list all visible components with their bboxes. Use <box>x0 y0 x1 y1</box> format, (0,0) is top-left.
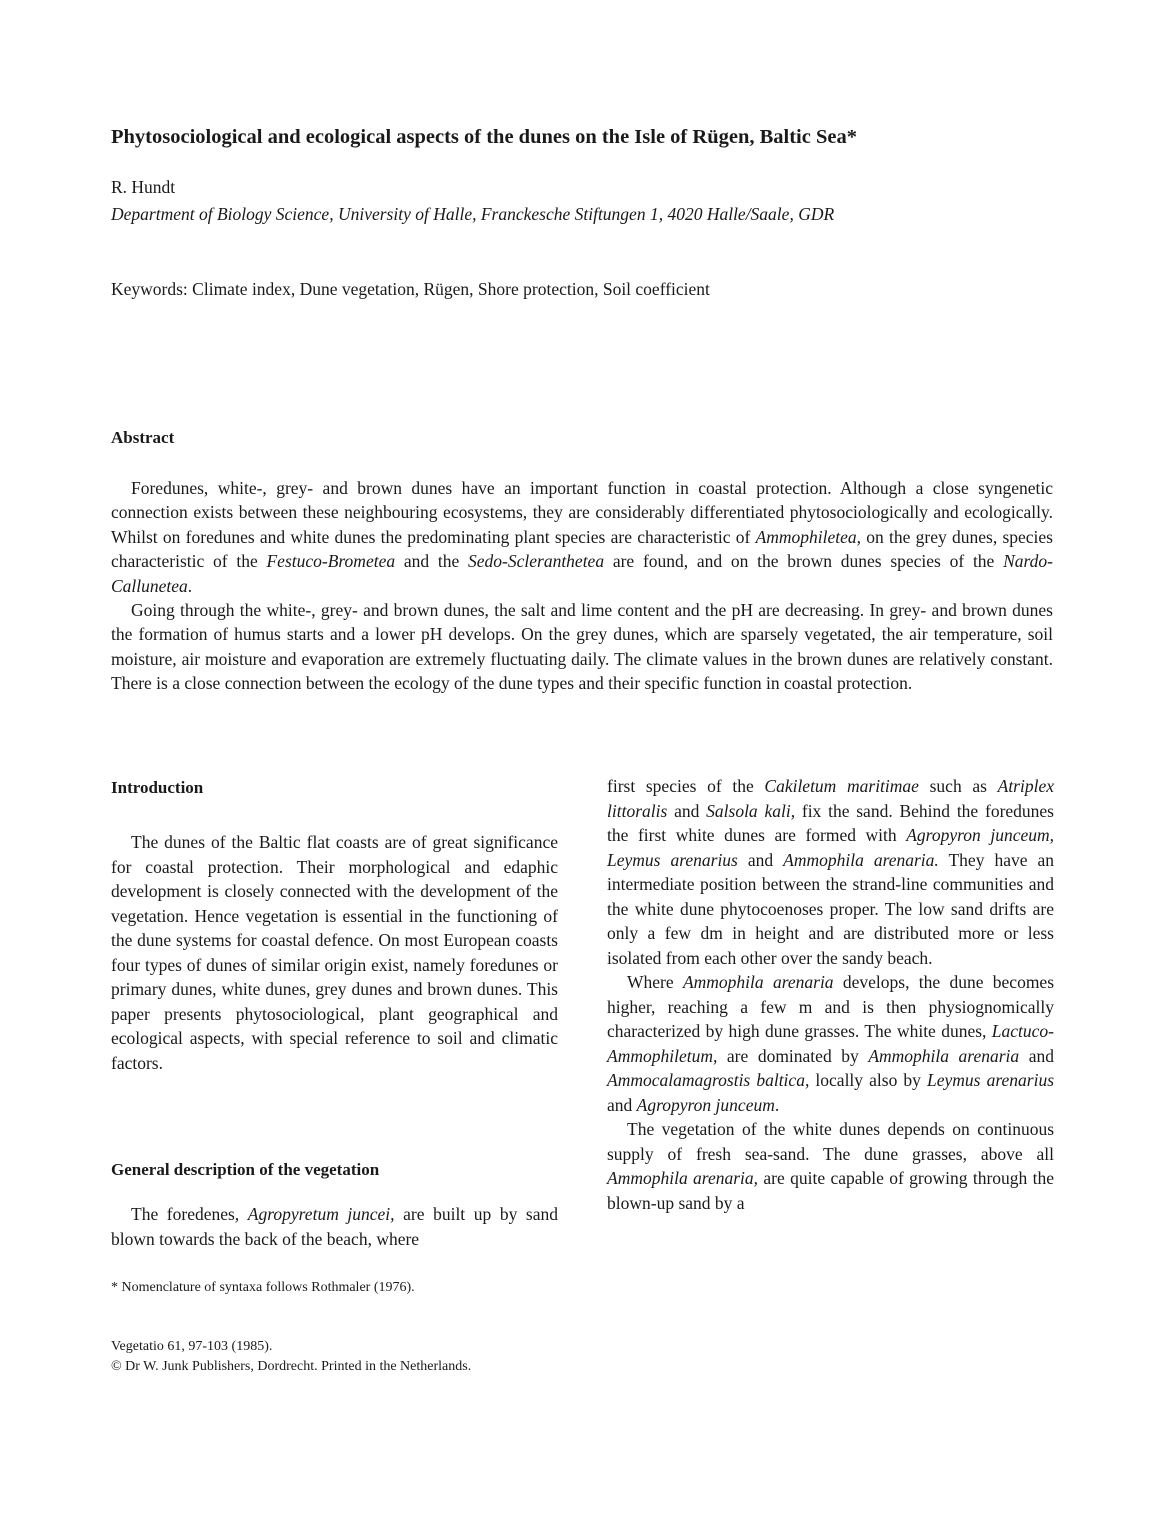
right-paragraph-1: first species of the Cakiletum maritimae such as Atriplex littoralis and Salsola kali, fix the sand. Behind the foredunes the first white dunes are formed with Agropyron junceum, Leymus arenarius and Ammophila arenaria. They have an intermediate position between the strand-line communities and the white dune phytocoenoses proper. The low sand drifts are only a few dm in height and are distributed more or less isolated from each other over the sandy beach. <box>607 776 1054 968</box>
introduction-body <box>111 830 558 1075</box>
right-paragraph-3: The vegetation of the white dunes depends on continuous supply of fresh sea-sand. The dune grasses, above all Ammophila arenaria, are quite capable of growing through the blown-up sand by a <box>607 1119 1055 1213</box>
citation-line-1: Vegetatio 61, 97-103 (1985). <box>111 1339 273 1354</box>
citation-line-2: © Dr W. Junk Publishers, Dordrecht. Printed in the Netherlands. <box>111 1359 472 1374</box>
general-paragraph-1: The foredenes, Agropyretum juncei, are built up by sand blown towards the back of the beach, where <box>111 1204 558 1249</box>
footnote-rule <box>111 1268 251 1269</box>
abstract-paragraph-1: Foredunes, white-, grey- and brown dunes have an important function in coastal protection. Although a close syngenetic connection exists between these neighbouring ecosystems, they are considerably differentiated phytosociologically and ecologically. Whilst on foredunes and white dunes the predominating plant species are characteristic of Ammophiletea, on the grey dunes, species characteristic of the Festuco-Brometea and the Sedo-Scleranthetea are found, and on the brown dunes species of the Nardo-Callunetea. <box>111 478 1053 596</box>
abstract-body <box>111 476 1053 696</box>
author-name: R. Hundt <box>111 177 176 197</box>
introduction-paragraph: The dunes of the Baltic flat coasts are of great significance for coastal protection. Their morphological and edaphic development is closely connected with the development of the vegetation. Hence vegetation is essential in the functioning of the dune systems for coastal defence. On most European coasts four types of dunes of similar origin exist, namely foredunes or primary dunes, white dunes, grey dunes and brown dunes. This paper presents phytosociological, plant geographical and ecological aspects, with special reference to soil and climatic factors. <box>111 832 558 1073</box>
abstract-paragraph-2: Going through the white-, grey- and brown dunes, the salt and lime content and the pH are decreasing. In grey- and brown dunes the formation of humus starts and a lower pH develops. On the grey dunes, which are sparsely vegetated, the air temperature, soil moisture, air moisture and evaporation are extremely fluctuating daily. The climate values in the brown dunes are relatively constant. There is a close connection between the ecology of the dune types and their specific function in coastal protection. <box>111 600 1053 694</box>
footnote: * Nomenclature of syntaxa follows Rothmaler (1976). <box>111 1280 415 1295</box>
author-affiliation: Department of Biology Science, University of Halle, Franckesche Stiftungen 1, 4020 Halle/Saale, GDR <box>111 204 835 224</box>
right-column-body <box>607 774 1054 1215</box>
right-paragraph-2: Where Ammophila arenaria develops, the dune becomes higher, reaching a few m and is then physiognomically characterized by high dune grasses. The white dunes, Lactuco-Ammophiletum, are dominated by Ammophila arenaria and Ammocalamagrostis baltica, locally also by Leymus arenarius and Agropyron junceum. <box>607 972 1055 1115</box>
introduction-heading: Introduction <box>111 778 204 797</box>
abstract-heading: Abstract <box>111 428 175 447</box>
general-description-body <box>111 1202 558 1251</box>
journal-citation <box>111 1337 471 1377</box>
general-description-heading: General description of the vegetation <box>111 1160 380 1179</box>
keywords: Keywords: Climate index, Dune vegetation, Rügen, Shore protection, Soil coefficient <box>111 279 710 299</box>
paper-title: Phytosociological and ecological aspects of the dunes on the Isle of Rügen, Baltic Sea* <box>111 126 857 148</box>
